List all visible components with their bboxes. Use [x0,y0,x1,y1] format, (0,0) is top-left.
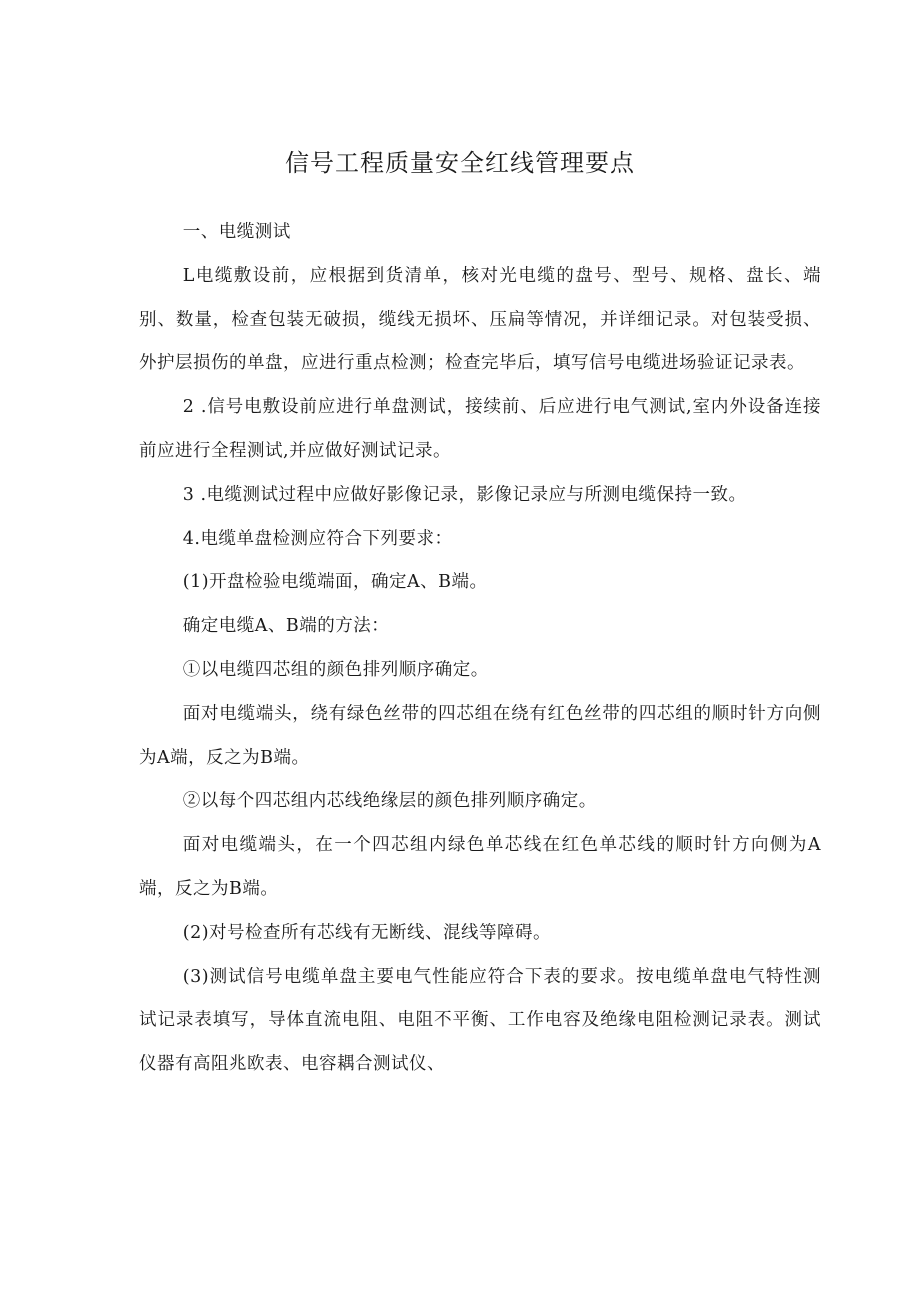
paragraph-sub-2: (2)对号检查所有芯线有无断线、混线等障碍。 [182,922,552,943]
paragraph-method-2: ②以每个四芯组内芯线绝缘层的颜色排列顺序确定。 [182,791,597,812]
paragraph-method-1-detail: 面对电缆端头，绕有绿色丝带的四芯组在绕有红色丝带的四芯组的顺时针方向侧为A端，反之为B端。 [139,703,821,768]
paragraph-item-3: 3 .电缆测试过程中应做好影像记录，影像记录应与所测电缆保持一致。 [182,484,747,505]
paragraph-method-2-detail: 面对电缆端头，在一个四芯组内绿色单芯线在红色单芯线的顺时针方向侧为A端，反之为B端。 [139,835,821,899]
paragraph-item-4: 4.电缆单盘检测应符合下列要求： [182,528,453,549]
paragraph-item-1: L电缆敷设前，应根据到货清单，核对光电缆的盘号、型号、规格、盘长、端别、数量，检查包装无破损，缆线无损坏、压扁等情况，并详细记录。对包装受损、外护层损伤的单盘，应进行重点检测；检查完毕后，填写信号电缆进场验证记录表。 [139,265,821,374]
paragraph-sub-1: (1)开盘检验电缆端面，确定A、B端。 [182,572,488,593]
paragraph-method-1: ①以电缆四芯组的颜色排列顺序确定。 [182,659,489,680]
section-heading-cable-test: 一、电缆测试 [182,222,291,242]
document-body [139,211,821,1087]
document-title: 信号工程质量安全红线管理要点 [285,149,635,177]
paragraph-item-2: 2 .信号电敷设前应进行单盘测试，接续前、后应进行电气测试,室内外设备连接前应进行全程测试,并应做好测试记录。 [139,397,821,461]
paragraph-sub-3: (3)测试信号电缆单盘主要电气性能应符合下表的要求。按电缆单盘电气特性测试记录表填写，导体直流电阻、电阻不平衡、工作电容及绝缘电阻检测记录表。测试仪器有高阻兆欧表、电容耦合测试仪、 [139,966,821,1075]
paragraph-method-heading: 确定电缆A、B端的方法： [182,616,390,637]
